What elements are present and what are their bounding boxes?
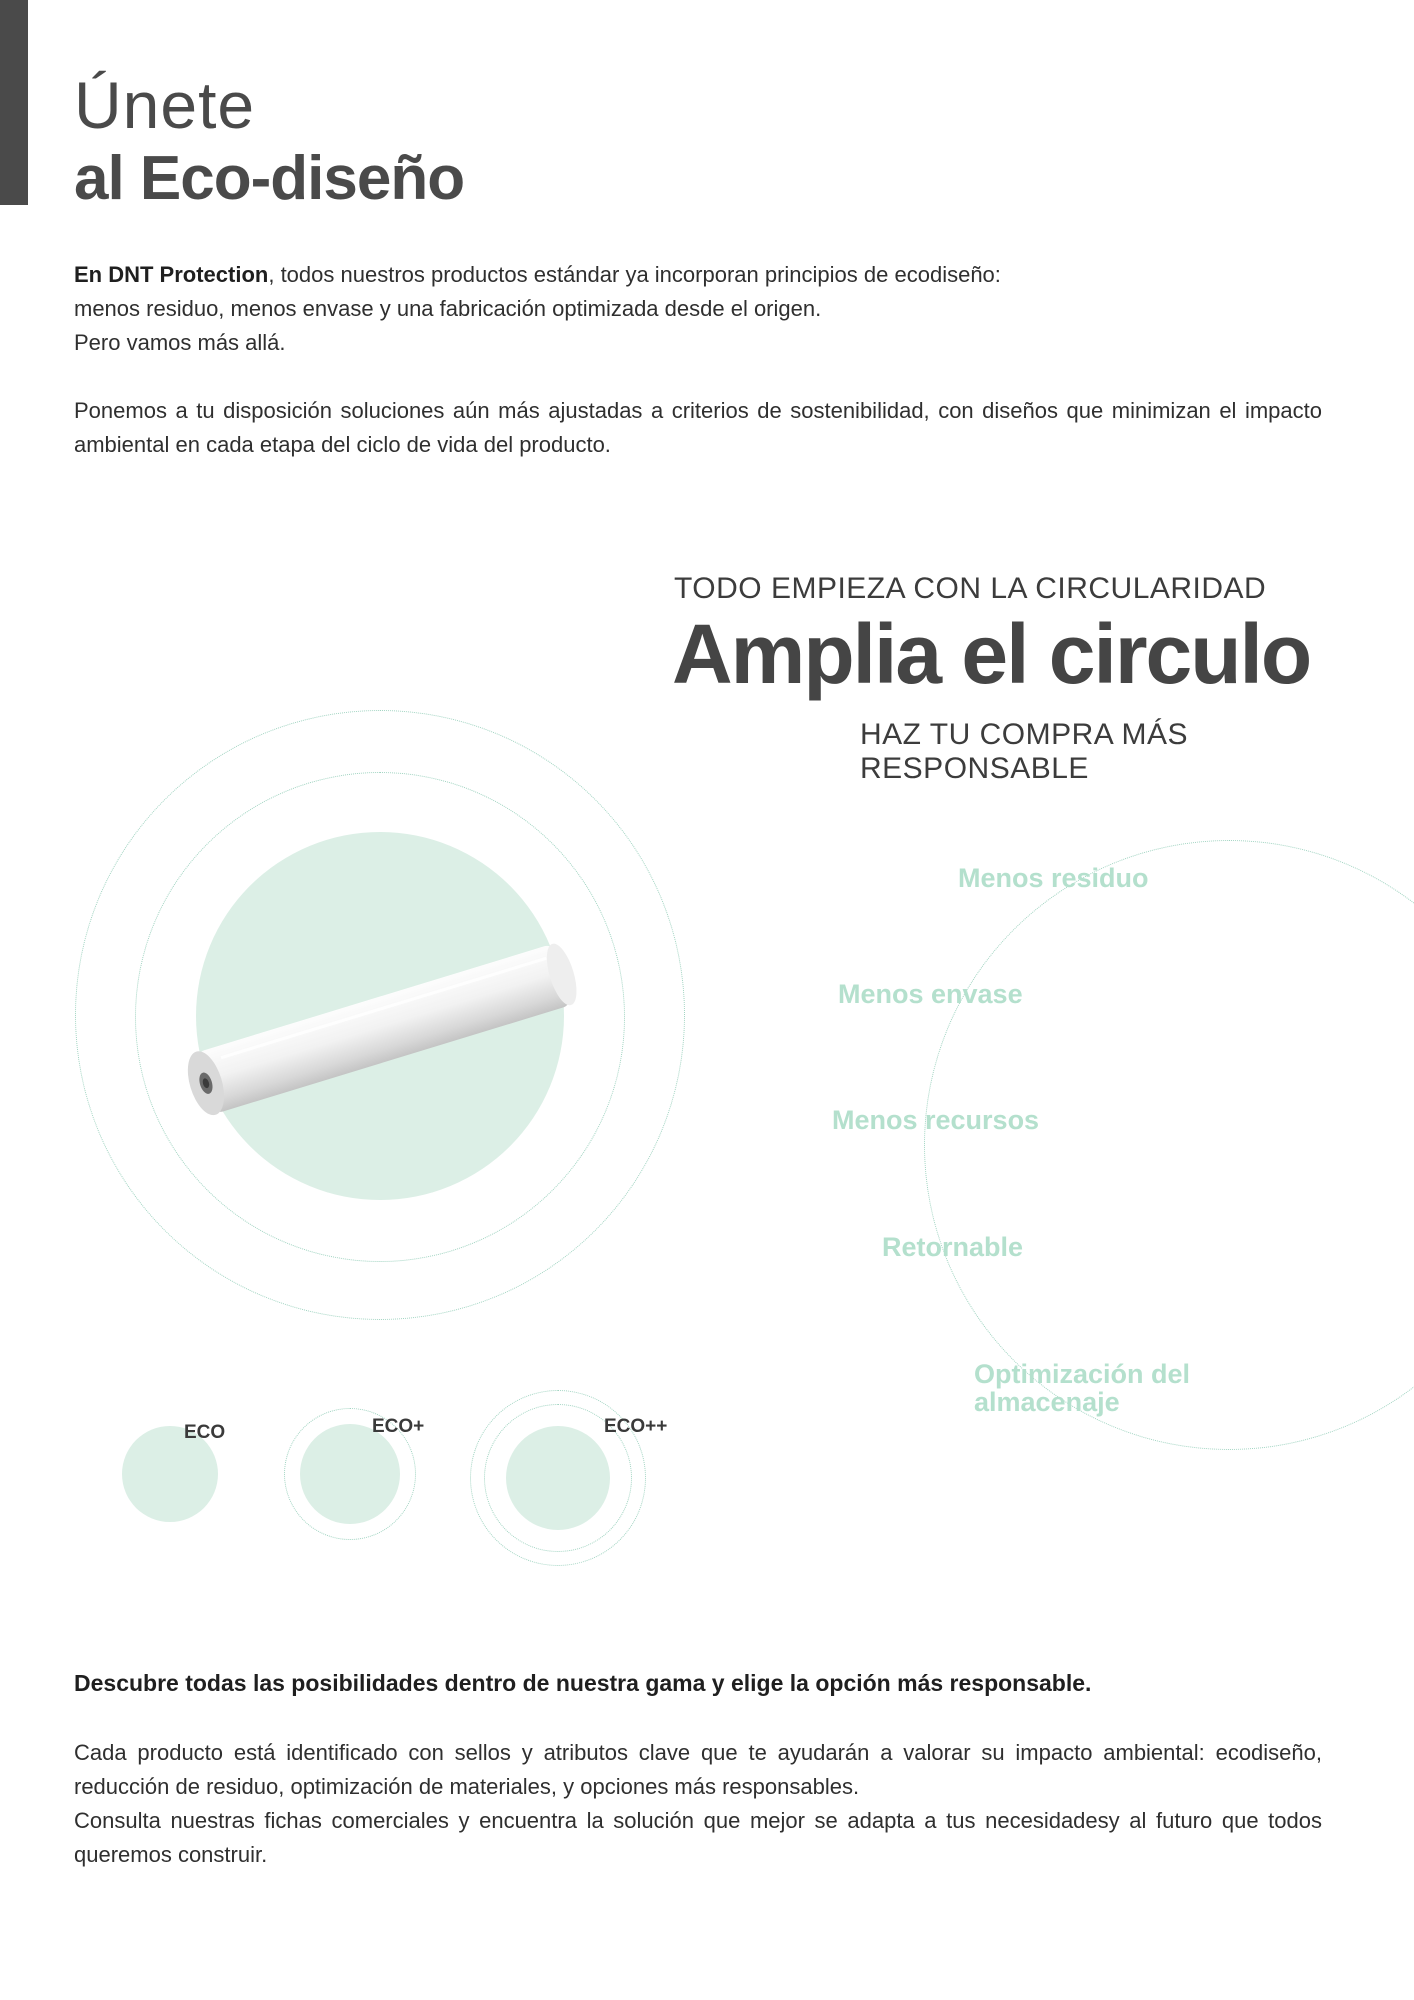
eco-label: ECO [184, 1422, 226, 1443]
intro-line-1-rest: , todos nuestros productos estándar ya incorporan principios de ecodiseño: [268, 262, 1001, 287]
closing-heading: Descubre todas las posibilidades dentro de nuestra gama y elige la opción más responsable. [74, 1670, 1092, 1696]
eco-plus-disc [300, 1424, 400, 1524]
circularity-subtitle: HAZ TU COMPRA MÁS RESPONSABLE [860, 718, 1188, 785]
closing-text [74, 1736, 1322, 1872]
benefit-retornable: Retornable [882, 1232, 1024, 1262]
intro-text [74, 258, 1322, 462]
eco-plus-label: ECO+ [372, 1416, 425, 1437]
benefit-menos-envase: Menos envase [838, 979, 1023, 1009]
page-title-bold: al Eco-diseño [74, 144, 465, 213]
benefit-optimizacion-almacenaje: Optimización del almacenaje [974, 1359, 1191, 1418]
page-title-light: Únete [74, 68, 256, 142]
closing-paragraph-2: Consulta nuestras fichas comerciales y encuentra la solución que mejor se adapta a tus necesidadesy al futuro que todos queremos construir. [74, 1808, 1322, 1867]
benefit-menos-residuo: Menos residuo [958, 863, 1149, 893]
intro-brand: En DNT Protection [74, 262, 269, 287]
eco-plus-plus-label: ECO++ [604, 1416, 668, 1437]
closing-paragraph-1: Cada producto está identificado con sellos y atributos clave que te ayudarán a valorar su impacto ambiental: ecodiseño, reducción de residuo, optimización de materiales, y opciones más responsables. [74, 1740, 1322, 1799]
intro-paragraph-2: Ponemos a tu disposición soluciones aún más ajustadas a criterios de sostenibilidad, con diseños que minimizan el impacto ambiental en cada etapa del ciclo de vida del producto. [74, 398, 1322, 457]
intro-line-2: menos residuo, menos envase y una fabricación optimizada desde el origen. [74, 296, 822, 321]
eco-plus-plus-disc [506, 1426, 610, 1530]
circularity-kicker: TODO EMPIEZA CON LA CIRCULARIDAD [674, 572, 1267, 605]
film-roll-icon [160, 920, 600, 1140]
benefit-menos-recursos: Menos recursos [832, 1105, 1040, 1135]
circularity-title: Amplia el circulo [672, 607, 1311, 701]
intro-line-3: Pero vamos más allá. [74, 330, 286, 355]
side-accent-bar [0, 0, 28, 205]
intro-line-1 [74, 258, 1322, 292]
